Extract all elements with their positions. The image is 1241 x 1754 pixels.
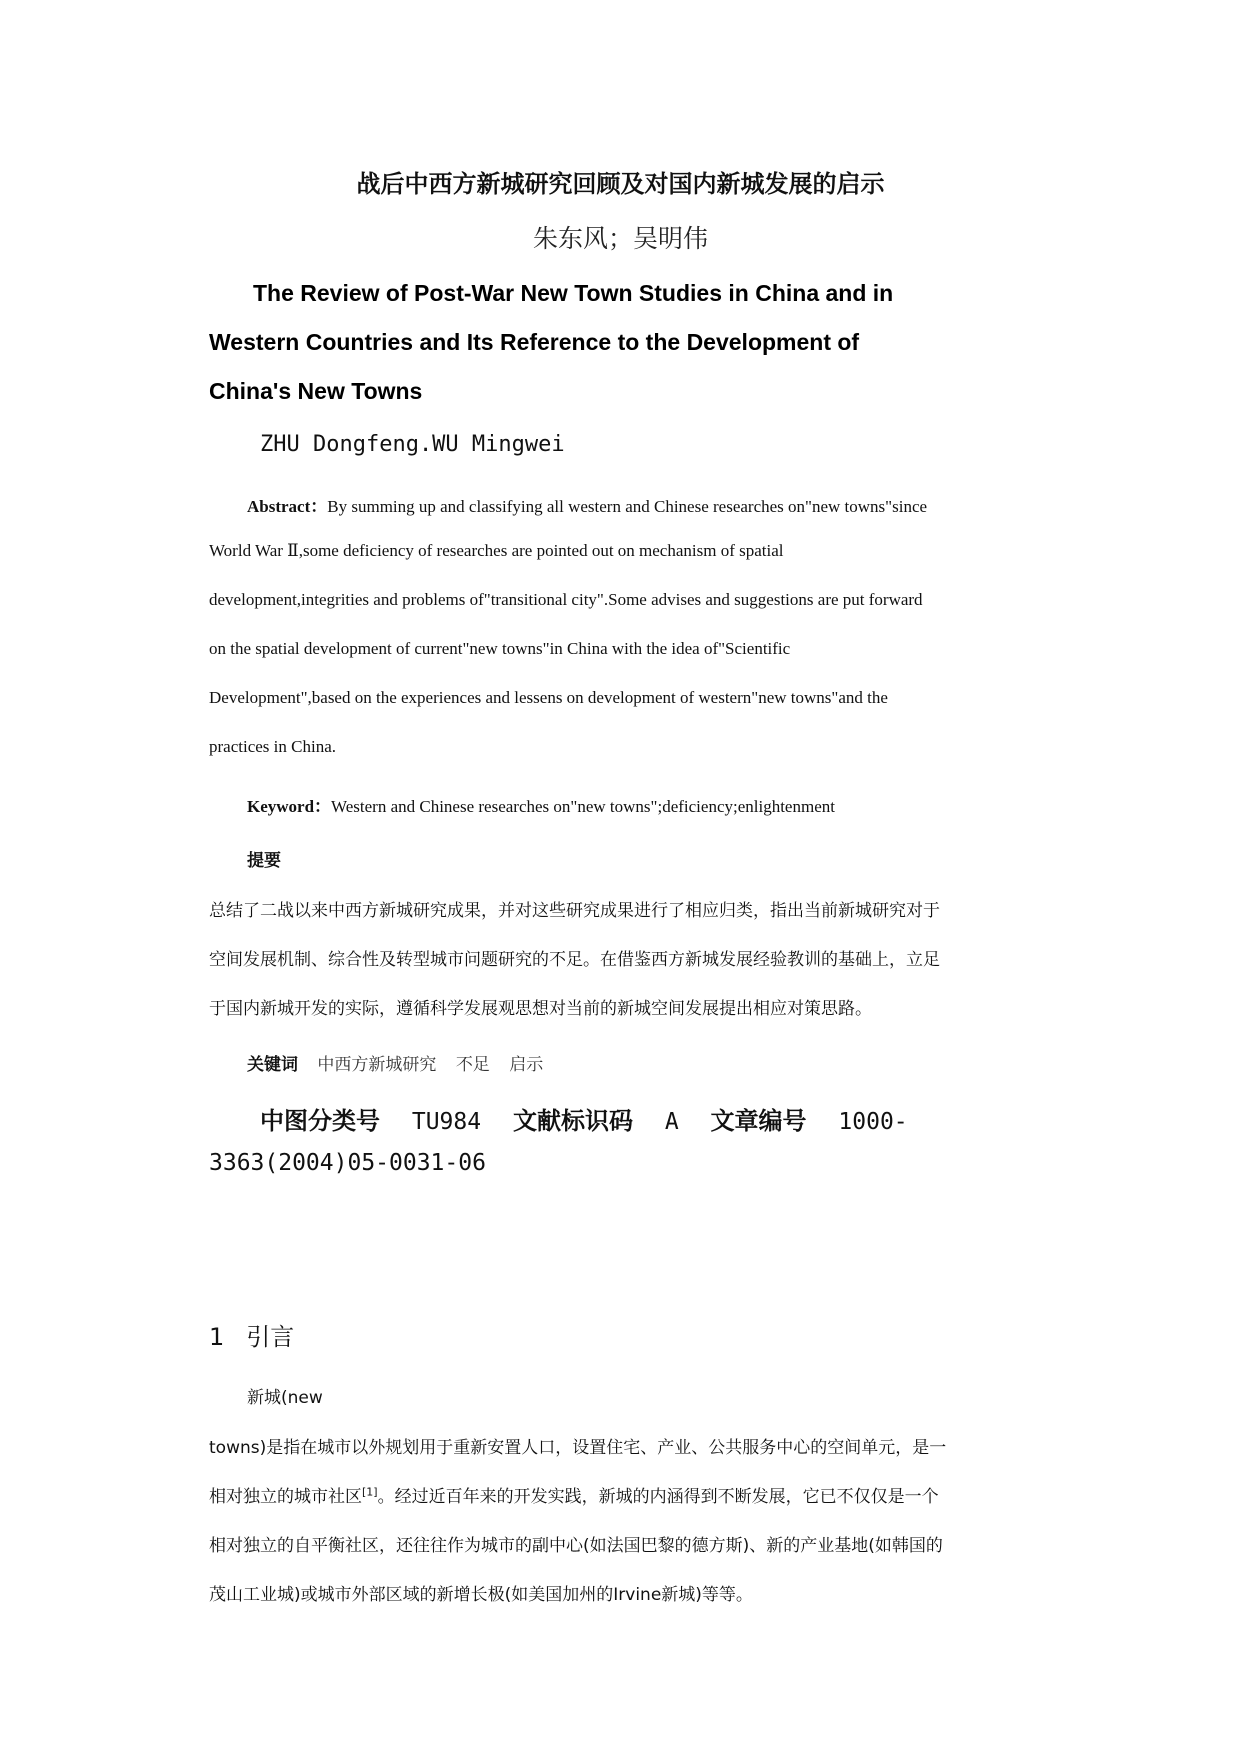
citation-ref-1[interactable]: [1] (362, 1485, 378, 1499)
summary-cn-line-3: 于国内新城开发的实际，遵循科学发展观思想对当前的新城空间发展提出相应对策思路。 (209, 999, 872, 1019)
doc-code-label: 文献标识码 (512, 1107, 633, 1135)
abstract-label: Abstract： (247, 497, 328, 516)
doc-code-value: A (664, 1109, 679, 1135)
section-1-heading (209, 1317, 294, 1352)
summary-cn-line-1: 总结了二战以来中西方新城研究成果，并对这些研究成果进行了相应归类，指出当前新城研究对于 (209, 901, 940, 921)
clc-label: 中图分类号 (260, 1107, 380, 1135)
title-en-line-1: The Review of Post-War New Town Studies in China and in (253, 280, 894, 306)
title-en-line-2: Western Countries and Its Reference to the Development of (209, 329, 860, 355)
summary-cn-line-2: 空间发展机制、综合性及转型城市问题研究的不足。在借鉴西方新城发展经验教训的基础上，立足 (209, 950, 940, 970)
section-1-line-2 (209, 1482, 939, 1507)
article-number-label: 文章编号 (710, 1107, 807, 1135)
article-number-value-part-1: 1000- (838, 1109, 908, 1135)
section-1-number: 1 (209, 1323, 225, 1351)
keyword-text: Western and Chinese researches on"new towns";deficiency;enlightenment (331, 797, 835, 816)
keywords-cn-item: 中西方新城研究 (317, 1055, 437, 1075)
title-en-line-3: China's New Towns (209, 378, 423, 404)
section-1-line-4: 茂山工业城)或城市外部区域的新增长极(如美国加州的Irvine新城)等等。 (209, 1585, 753, 1605)
keywords-cn-line (247, 1050, 543, 1075)
abstract-line-1 (247, 492, 927, 517)
classification-line (260, 1101, 908, 1136)
summary-cn-label: 提要 (247, 851, 281, 871)
abstract-line-5: Development",based on the experiences and lessens on development of western"new towns"and the (209, 688, 888, 707)
section-1-para-start: 新城(new (247, 1388, 323, 1408)
section-1-title: 引言 (246, 1323, 295, 1351)
section-1-line-2-text: 相对独立的城市社区 (209, 1487, 362, 1507)
authors-cn: 朱东风；吴明伟 (532, 224, 708, 253)
section-1-line-1: towns)是指在城市以外规划用于重新安置人口，设置住宅、产业、公共服务中心的空间单元，是一 (209, 1438, 947, 1458)
abstract-text: By summing up and classifying all western and Chinese researches on"new towns"since (327, 497, 928, 516)
keywords-cn-item: 不足 (455, 1055, 490, 1075)
abstract-line-3: development,integrities and problems of"transitional city".Some advises and suggestions are put forward (209, 590, 923, 609)
article-number-value-part-2: 3363(2004)05-0031-06 (209, 1150, 486, 1176)
authors-en: ZHU Dongfeng.WU Mingwei (260, 432, 565, 457)
abstract-line-2: World War Ⅱ,some deficiency of researches are pointed out on mechanism of spatial (209, 541, 784, 560)
title-cn: 战后中西方新城研究回顾及对国内新城发展的启示 (356, 170, 885, 198)
keyword-line (247, 792, 835, 817)
keywords-cn-label: 关键词 (247, 1055, 298, 1075)
keyword-label: Keyword： (247, 797, 332, 816)
section-1-line-2-rest: 。经过近百年来的开发实践，新城的内涵得到不断发展，它已不仅仅是一个 (377, 1487, 939, 1507)
abstract-line-6: practices in China. (209, 737, 336, 756)
clc-value: TU984 (411, 1109, 482, 1135)
abstract-line-4: on the spatial development of current"new towns"in China with the idea of"Scientific (209, 639, 791, 658)
keywords-cn-item: 启示 (509, 1055, 544, 1075)
section-1-line-3: 相对独立的自平衡社区，还往往作为城市的副中心(如法国巴黎的德方斯)、新的产业基地(如韩国的 (209, 1536, 943, 1556)
